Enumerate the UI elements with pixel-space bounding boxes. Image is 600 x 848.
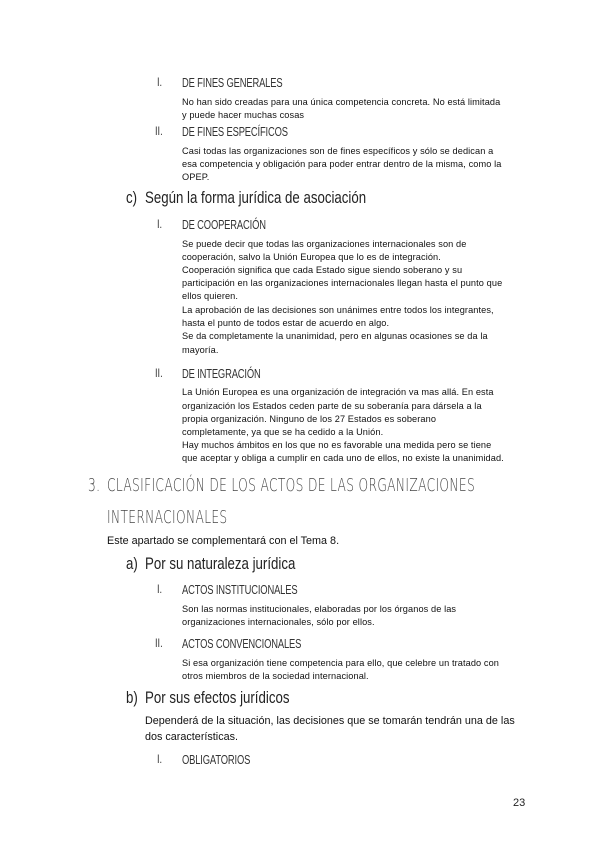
paragraph-line: Cooperación significa que cada Estado sigue siendo soberano y su: [182, 265, 463, 275]
list-numeral: I.: [157, 219, 163, 231]
section-number: 3.: [88, 475, 101, 496]
paragraph-line: participación en las organizaciones internacionales llegan hasta el punto que: [182, 278, 503, 288]
paragraph-line: otros miembros de la sociedad internacional.: [182, 671, 369, 681]
section-heading-efectos-juridicos: Por sus efectos jurídicos: [145, 688, 290, 707]
list-numeral: II.: [155, 126, 163, 138]
paragraph-line: ellos quieren.: [182, 291, 239, 301]
paragraph-line: organización los Estados ceden parte de su soberanía para dársela a la: [182, 401, 482, 411]
page-number: 23: [513, 797, 526, 809]
section-title-continued: INTERNACIONALES: [107, 507, 228, 528]
list-numeral: I.: [157, 584, 163, 596]
paragraph-line: No han sido creadas para una única competencia concreta. No está limitada: [182, 97, 501, 107]
subheading-fines-generales: DE FINES GENERALES: [182, 76, 283, 90]
paragraph-line: La Unión Europea es una organización de integración va mas allá. En esta: [182, 387, 494, 397]
paragraph-line: organizaciones internacionales, sólo por ellos.: [182, 617, 375, 627]
paragraph-line: Hay muchos ámbitos en los que no es favorable una medida pero se tiene: [182, 440, 492, 450]
list-numeral: II.: [155, 638, 163, 650]
section-letter: a): [126, 554, 138, 573]
subheading-fines-especificos: DE FINES ESPECÍFICOS: [182, 125, 288, 139]
subheading-cooperacion: DE COOPERACIÓN: [182, 218, 266, 232]
paragraph-line: Se da completamente la unanimidad, pero en algunas ocasiones se da la: [182, 331, 488, 341]
paragraph-line: dos características.: [145, 731, 239, 743]
paragraph-line: Si esa organización tiene competencia para ello, que celebre un tratado con: [182, 658, 500, 668]
section-intro: Este apartado se complementará con el Tema 8.: [107, 535, 340, 547]
paragraph-line: La aprobación de las decisiones son unánimes entre todos los integrantes,: [182, 305, 494, 315]
paragraph-line: cooperación, salvo la Unión Europea que lo es de integración.: [182, 252, 441, 262]
subheading-obligatorios: OBLIGATORIOS: [182, 753, 251, 767]
subheading-actos-institucionales: ACTOS INSTITUCIONALES: [182, 583, 298, 597]
subheading-actos-convencionales: ACTOS CONVENCIONALES: [182, 637, 302, 651]
subheading-integracion: DE INTEGRACIÓN: [182, 367, 261, 381]
section-letter: b): [126, 688, 138, 707]
paragraph-line: Son las normas institucionales, elaboradas por los órganos de las: [182, 604, 457, 614]
paragraph-line: OPEP.: [182, 172, 210, 182]
section-letter: c): [126, 188, 138, 207]
paragraph-line: esa competencia y obligación para poder entrar dentro de la misma, como la: [182, 159, 502, 169]
paragraph-line: Casi todas las organizaciones son de fines específicos y sólo se dedican a: [182, 146, 494, 156]
paragraph-line: hasta el punto de todos estar de acuerdo en algo.: [182, 318, 390, 328]
list-numeral: II.: [155, 368, 163, 380]
list-numeral: I.: [157, 77, 163, 89]
section-heading-forma-juridica: Según la forma jurídica de asociación: [145, 188, 367, 207]
paragraph-line: Se puede decir que todas las organizaciones internacionales son de: [182, 239, 467, 249]
section-heading-naturaleza-juridica: Por su naturaleza jurídica: [145, 554, 296, 573]
paragraph-line: propia organización. Ninguno de los 27 Estados es soberano: [182, 414, 437, 424]
list-numeral: I.: [157, 754, 163, 766]
section-title: CLASIFICACIÓN DE LOS ACTOS DE LAS ORGANIZACIONES: [107, 475, 476, 496]
paragraph-line: y puede hacer muchas cosas: [182, 110, 305, 120]
paragraph-line: que aceptar y obliga a cumplir en cada uno de ellos, no existe la unanimidad.: [182, 453, 504, 463]
paragraph-line: mayoría.: [182, 345, 219, 355]
paragraph-line: completamente, ya que se ha cedido a la Unión.: [182, 427, 384, 437]
paragraph-line: Dependerá de la situación, las decisiones que se tomarán tendrán una de las: [145, 715, 515, 727]
